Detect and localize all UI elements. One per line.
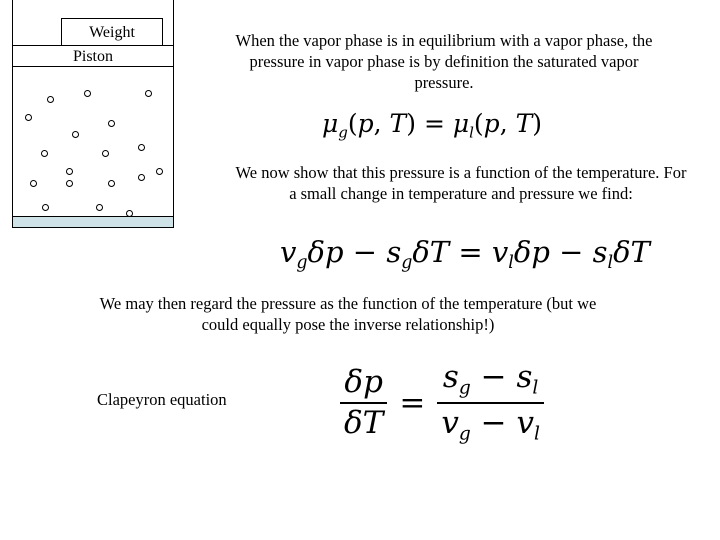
vapor-molecule	[84, 90, 91, 97]
equation-chemical-potential: $\mu_g(p$, $T) = \mu_l(p$, T)	[322, 109, 543, 142]
vapor-molecule	[96, 204, 103, 211]
vapor-molecule	[41, 150, 48, 157]
vapor-molecule	[47, 96, 54, 103]
vapor-molecule	[25, 114, 32, 121]
weight-label: Weight	[89, 24, 135, 41]
weight-block	[61, 18, 163, 46]
liquid-layer	[13, 216, 173, 227]
vapor-molecule	[42, 204, 49, 211]
equation-differential: $v_g\delta p - s_g\delta T = v_l\delta p - s_l\delta T$	[280, 235, 650, 274]
piston-label: Piston	[72, 48, 113, 65]
vapor-molecule	[138, 144, 145, 151]
fraction-dp-dt: $\frac{\delta p}{\delta T}$	[340, 367, 387, 439]
equation-clapeyron: $\frac{\delta p}{\delta T}$ = $\frac{s_g - s_l}{v_g - v_l}$	[340, 362, 544, 444]
vapor-molecule	[30, 180, 37, 187]
vapor-molecule	[102, 150, 109, 157]
vapor-molecule	[108, 180, 115, 187]
vapor-molecule	[66, 180, 73, 187]
vapor-molecule	[138, 174, 145, 181]
vapor-molecule	[72, 131, 79, 138]
vapor-molecule	[108, 120, 115, 127]
vapor-molecule	[145, 90, 152, 97]
paragraph-pressure-function: We may then regard the pressure as the function of the temperature (but we could equally pose the inverse relationship!)	[99, 294, 597, 334]
fraction-entropy-volume: $\frac{s_g - s_l}{v_g - v_l}$	[437, 362, 544, 444]
vapor-molecule	[66, 168, 73, 175]
paragraph-equilibrium: When the vapor phase is in equilibrium with a vapor phase, the pressure in vapor phase is by definition the saturated vapor pressure.	[235, 31, 653, 92]
vapor-molecule	[156, 168, 163, 175]
paragraph-temperature-function: We now show that this pressure is a function of the temperature. For a small change in temperature and pressure we find:	[235, 163, 687, 203]
clapeyron-label: Clapeyron equation	[97, 390, 227, 409]
piston	[13, 45, 173, 67]
